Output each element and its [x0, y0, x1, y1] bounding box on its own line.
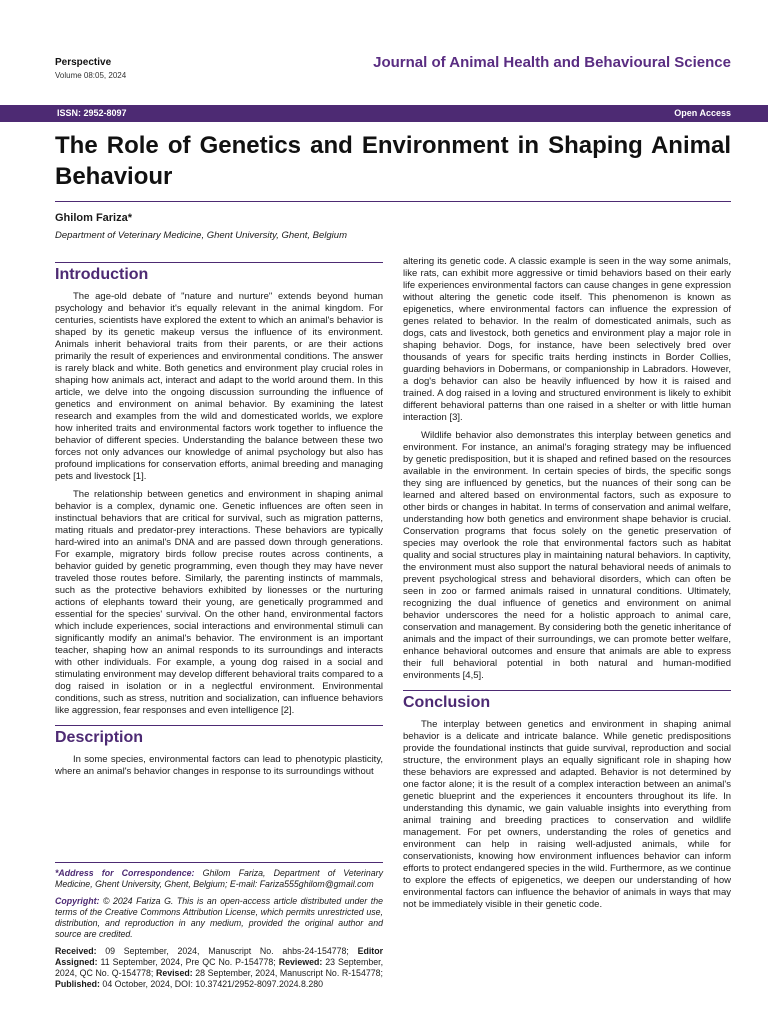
correspondence-note: [55, 868, 383, 890]
volume-info: Volume 08:05, 2024: [55, 71, 127, 80]
description-heading: Description: [55, 729, 144, 746]
published-label: Published:: [55, 979, 100, 989]
received-label: Received:: [55, 946, 97, 956]
correspondence-text: Ghilom Fariza, Department of Veterinary Medicine, Ghent University, Ghent, Belgium; E-mail: Fariza555ghilom@gmail.com: [55, 868, 383, 889]
right-column: [403, 256, 731, 917]
description-paragraph: In some species, environmental factors can lead to phenotypic plasticity, where an animal's behavior changes in response to its surroundings without: [55, 754, 383, 777]
article-type: Perspective: [55, 57, 112, 68]
publication-dates: [55, 946, 383, 990]
published-date: 04 October, 2024, DOI: 10.37421/2952-8097.2024.8.280: [102, 979, 324, 989]
left-column: [55, 262, 383, 784]
received-date: 09 September, 2024, Manuscript No. ahbs-24-154778;: [105, 946, 349, 956]
copyright-note: [55, 896, 383, 940]
conclusion-heading: Conclusion: [403, 694, 491, 711]
copyright-label: Copyright:: [55, 896, 100, 906]
description-paragraph: altering its genetic code. A classic example is seen in the way some animals, like rats, can exhibit more aggressive or timid behaviors based on their early life experiences environmental factors can cause changes in gene expression without altering the genetic code itself. This phenomenon is known as epigenetics, where environmental factors can influence the expression of genes related to behavior. In the realm of domesticated animals, such as dogs, cats and livestock, both genetics and environment play a major role in shaping behavior. Dogs, for instance, have been selectively bred over thousands of years for specific traits herding instincts in Border Collies, guarding behaviors in Dobermans, or companionship in Labradors. However, a dog's behavior can also be heavily influenced by how it is raised and trained. A dog raised in a loving and structured environment is likely to exhibit different behavioral patterns than one raised in a shelter or with little human interaction [3].: [403, 256, 731, 423]
introduction-heading: Introduction: [55, 266, 149, 283]
footer-divider: [55, 862, 383, 863]
introduction-paragraph: The relationship between genetics and environment in shaping animal behavior is a complex, dynamic one. Genetic influences are often seen in instinctual behaviors that are critical for survival, such as migration patterns, mating rituals and predator-prey interactions. These behaviors are typically hard-wired into an animal's DNA and are passed down through generations. For example, migratory birds follow precise routes across continents, a behavior guided by genetic programming, even though they may have never traveled those routes before. Similarly, the parenting instincts of mammals, such as the protective behaviors exhibited by lionesses or the nurturing actions of elephants toward their young, are genetically programmed and essential for the species' survival. On the other hand, environmental factors which include experiences, social interactions and environmental stimuli can significantly modify an animal's behavior. The environment is an important teacher, shaping how an animal responds to its surroundings and interacts with other individuals. For example, a young dog raised in a social and stimulating environment may develop different behavioral traits compared to a dog raised in isolation or in a neglectful environment. Environmental conditions, such as stress, nutrition and socialization, can influence behaviors like aggression, fear responses and even intelligence [2].: [55, 489, 383, 716]
reviewed-label: Reviewed:: [278, 957, 323, 967]
correspondence-label: *Address for Correspondence:: [55, 868, 195, 878]
section-divider: [403, 690, 731, 691]
article-title: The Role of Genetics and Environment in Shaping Animal Behaviour: [55, 132, 731, 190]
description-paragraph: Wildlife behavior also demonstrates this interplay between genetics and environment. For instance, an animal's foraging strategy may be influenced by genetic predisposition, but it is shaped and refined based on the resources available in the environment. In certain species of birds, the specific songs they sing are influenced by genetics, but the nuances of their song can be learned and altered based on environmental factors, such as exposure to other birds or changes in habitat. In terms of conservation and animal welfare, understanding how both genetics and environment shape behavior is crucial. Conservation programs that focus solely on the genetic preservation of species may overlook the role that environmental factors such as habitat quality and social structures play in maintaining natural behaviors. In captivity, the environment must also support the natural behavioral needs of animals to prevent psychological stress and behavioral disorders, which can often be seen in zoo or farmed animals raised in unnatural conditions. Ultimately, recognizing the dual influence of genetics and environment on animal behavior underscores the need for a holistic approach to animal care, conservation and management. By considering both the genetic inheritance of animals and the impact of their surroundings, we can promote better welfare, enhance behavioral outcomes and ensure that animals are able to express their full behavioral potential in both natural and human-modified environments [4,5].: [403, 430, 731, 681]
revised-label: Revised:: [155, 968, 193, 978]
copyright-text: © 2024 Fariza G. This is an open-access article distributed under the terms of the Creative Commons Attribution License, which permits unrestricted use, distribution, and reproduction in any medium, provided the original author and source are credited.: [55, 896, 383, 939]
article-footer: [55, 862, 383, 996]
section-divider: [55, 262, 383, 263]
issn: ISSN: 2952-8097: [57, 108, 127, 118]
journal-name[interactable]: Journal of Animal Health and Behavioural Science: [373, 54, 731, 71]
introduction-paragraph: The age-old debate of "nature and nurture" extends beyond human psychology and behavior it's equally relevant in the animal kingdom. For centuries, scientists have explored the extent to which an animal's behavior is shaped by its genetic makeup versus the influence of its environment. Animals inherit behavioral traits from their parents, or are their actions primarily the result of experiences and environmental conditions. The answer is rarely black and white. Both genetics and environment play crucial roles in shaping how animals act, interact and adapt to the world around them. In this article, we delve into the ongoing discussion surrounding the influence of genetics and environment on animal behavior. By examining the latest research and examples from the wild and domesticated worlds, we explore how inherited traits and environmental factors work together to influence the behavior of different species. Understanding the balance between these two forces not only advances our knowledge of animal psychology but also has profound implications for conservation efforts, animal breeding and managing pets and livestock [1].: [55, 291, 383, 482]
conclusion-paragraph: The interplay between genetics and environment in shaping animal behavior is a delicate and intricate balance. While genetic predispositions provide the foundational instincts that guide survival, reproduction and social structure, the environment plays an equally significant role in shaping how these behaviors are expressed and adapted. Behavior is not determined by one factor alone; it is the result of a complex interaction between an animal's genetic blueprint and the experiences it encounters throughout its life. In understanding this dynamic, we gain valuable insights into everything from animal training and breeding practices to conservation and wildlife management. For pet owners, understanding the roles of genetics and environment can help in raising well-adjusted animals, while for conservationists, knowing how environment influences behavior can inform efforts to protect endangered species in the wild. Furthermore, as we continue to explore the effects of epigenetics, we deepen our understanding of how environmental factors can influence the behavior of animals in ways that may not be immediately visible in their genetic code.: [403, 719, 731, 910]
author-affiliation: Department of Veterinary Medicine, Ghent University, Ghent, Belgium: [55, 230, 347, 241]
editor-assigned-label: Editor Assigned:: [55, 946, 383, 967]
author-name: Ghilom Fariza*: [55, 212, 133, 224]
editor-assigned-date: 11 September, 2024, Pre QC No. P-154778;: [100, 957, 276, 967]
reviewed-date: 23 September, 2024, QC No. Q-154778;: [55, 957, 384, 978]
title-divider: [55, 201, 731, 202]
section-divider: [55, 725, 383, 726]
open-access-badge: Open Access: [674, 108, 731, 118]
revised-date: 28 September, 2024, Manuscript No. R-154778;: [195, 968, 383, 978]
